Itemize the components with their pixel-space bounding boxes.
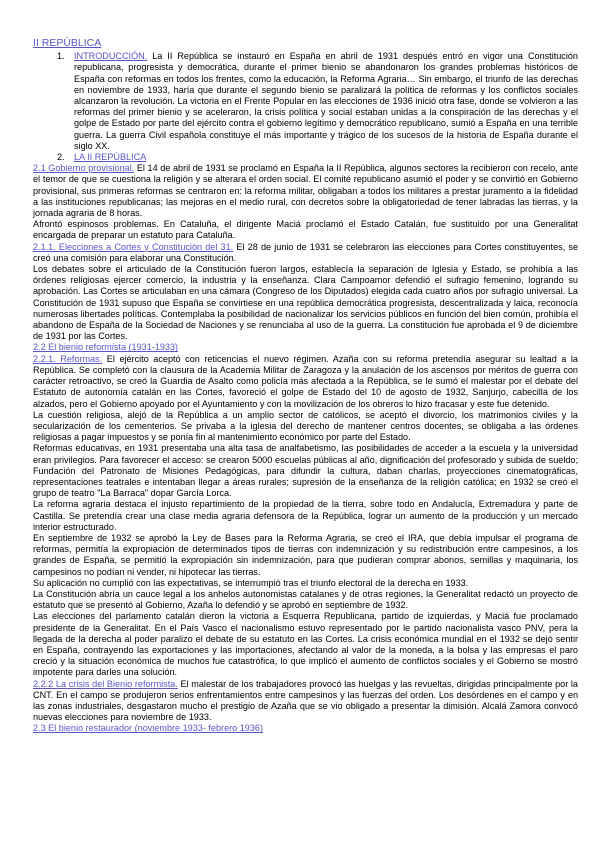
section-link-bienio-reformista[interactable]: 2.2 El bienio reformista (1931-1933) — [33, 342, 179, 353]
paragraph: La Constitución abría un cauce legal a los anhelos autonomistas catalanes y de otras regiones, la Generalitat redactó un proyecto de estatuto que se presentó al Gobierno, Azaña lo defendió y se aprobó en septiembre de 1932. — [33, 588, 578, 611]
section-link-reformas[interactable]: 2.2.1. Reformas. — [33, 353, 103, 364]
section-link-bienio-restaurador[interactable]: 2.3 El bienio restaurador (noviembre 1933- febrero 1936) — [33, 723, 264, 734]
paragraph: Afrontó espinosos problemas. En Cataluña, el dirigente Maciá proclamó el Estado Catalán, fue sustituido por una Generalitat encargada de preparar un estatuto para Cataluña. — [33, 219, 578, 241]
paragraph — [33, 342, 578, 353]
paragraph: 2.2.1. Reformas. El ejército aceptó con reticencias el nuevo régimen. Azaña con su reforma pretendía asegurar su lealtad a la República. Se completó con la clausura de la Academia Militar de Zaragoza y la anulación de los ascensos por méritos de guerra con carácter retroactivo, se creó la Guardia de Asalto como policía más afectada a la República, se le sumó el malestar por el debate del Estatuto de autonomía catalán en las Cortes, favoreció el golpe de Estado del 10 de agosto de 1932, Sanjurjo, cabecilla de los alzados, pero el Gobierno apoyado por el Ayuntamiento y con la movilización de los obreros lo hizo fracasar y este fue detenido. — [33, 353, 578, 409]
paragraph: 2.2.2 La crisis del Bienio reformista. El malestar de los trabajadores provocó las huelgas y las revueltas, dirigidas principalmente por la CNT. En el campo se produjeron serios enfrentamientos entre campesinos y las fuerzas del orden. Los desórdenes en el campo y en las zonas industriales, desgastaron mucho el prestigio de Azaña que se vio obligado a presentar la dimisión. Alcalá Zamora convocó nuevas elecciones para noviembre de 1933. — [33, 678, 578, 723]
paragraph: 2.1 Gobierno provisional. El 14 de abril de 1931 se proclamó en España la II República, algunos sectores la recibieron con recelo, ante el temor de que se cuestiona la religión y se alterara el orden social. El comité republicano asumió el poder y se convirtió en Gobierno provisional, sus primeras reformas se centraron en: la reforma militar, obligaban a todos los militares a prestar juramento a la fidelidad a las instituciones republicanas; las mejoras en el medio rural, con decretos sobre la obligatoriedad de tener labradas las tierras, y la jornada agraria de 8 horas. — [33, 163, 578, 219]
paragraph: Su aplicación no cumplió con las expectativas, se interrumpió tras el triunfo electoral de la derecha en 1933. — [33, 577, 469, 588]
body-text — [33, 163, 578, 734]
list-item-text: La II República se instauró en España en abril de 1931 después entró en vigor una Constitución republicana, progresista y democrática, durante el primer bienio se abandonaron los grandes problemas históricos de España con reformas en todos los frentes, como la educación, la Reforma Agraria… Sin embargo, el triunfo de las derechas en noviembre de 1933, haría que durante el segundo bienio se paralizará la política de reformas y los conflictos sociales alcanzaron la revolución. La victoria en el Frente Popular en las elecciones de 1936 inició otra fase, donde se volvieron a las reformas del primer bienio y se aceleraron, la crisis política y social estaban unidas a la conspiración de las derechas y el golpe de Estado por parte del ejército contra el gobierno legítimo y democrático republicano, sumió a España en una terrible guerra. La guerra Civil española constituye el más importante y trágico de los sucesos de la historia de España durante el siglo XX. — [74, 51, 578, 151]
paragraph: Reformas educativas, en 1931 presentaba una alta tasa de analfabetismo, las posibilidades de acceder a la escuela y la universidad eran privilegios. Para favorecer el acceso: se crearon 5000 escuelas públicas al año, dignificación del profesorado y subida de sueldo; Fundación del Patronato de Misiones Pedagógicas, para difundir la cultura, daban charlas, proyecciones cinematográficas, representaciones teatrales e intentaban llegar a áreas rurales; supresión de la enseñanza de la religión católica; en 1932 se creó el grupo de teatro "La Barraca" dopar García Lorca. — [33, 443, 578, 499]
list-item-introduccion — [33, 51, 578, 152]
segunda-republica-link[interactable]: LA II REPÚBLICA — [74, 152, 147, 163]
introduccion-link[interactable]: INTRODUCCIÓN. — [74, 51, 148, 62]
list-number: 2. — [57, 152, 65, 163]
list-number: 1. — [57, 51, 65, 62]
paragraph: 2.1.1. Elecciones a Cortes y Constitución del 31. El 28 de junio de 1931 se celebraron las elecciones para Cortes constituyentes, se creó una comisión para elaborar una Constitución. — [33, 241, 578, 263]
section-link-elecciones-cortes[interactable]: 2.1.1. Elecciones a Cortes y Constitución del 31. — [33, 241, 234, 252]
paragraph: La cuestión religiosa, alejó de la República a un amplio sector de católicos, se aceptó el divorcio, los matrimonios civiles y la secularización de los cementerios. Se privaba a la iglesia del derecho de mantener centros docentes, se obligaba a las órdenes religiosas a pagar impuestos y se ponía fin al mantenimiento económico por parte del Estado. — [33, 409, 578, 443]
paragraph — [33, 723, 578, 734]
document-title — [33, 38, 578, 49]
title-link[interactable]: II REPÚBLICA — [33, 37, 102, 49]
section-link-crisis-bienio[interactable]: 2.2.2 La crisis del Bienio reformista. — [33, 678, 178, 689]
paragraph: En septiembre de 1932 se aprobó la Ley de Bases para la Reforma Agraria, se creó el IRA, que debía impulsar el programa de reformas, permitía la expropiación de determinados tipos de tierras con indemnización y su redistribución entre campesinos, a los grandes de España, se permitió la expropiación sin indemnización, para que pudieran comprar abonos, semillas y maquinaria, los campesinos no podían ni vender, ni hipotecar las tierras. — [33, 532, 578, 577]
section-list — [33, 51, 578, 163]
section-link-gobierno-provisional[interactable]: 2.1 Gobierno provisional. — [33, 163, 135, 174]
paragraph: Las elecciones del parlamento catalán dieron la victoria a Esquerra Republicana, partido de izquierdas, y Maciá fue proclamado presidente de la Generalitat. En el País Vasco el nacionalismo estuvo representado por le partido nacionalista vasco PNV, pera la llegada de la derecha al poder paralizo el debate de su estatuto en las Cortes. La crisis económica mundial en el 1932 se dejó sentir en España, contrayendo las exportaciones y las importaciones, afectando al valor de la moneda, a la bolsa y las empresas el paro creció y la situación económica de muchos fue catastrófica, lo que implicó el aumento de conflictos sociales y el Gobierno se mostró impotente para darles una solución. — [33, 611, 578, 678]
document-page — [33, 38, 578, 735]
paragraph: La reforma agraria destaca el injusto repartimiento de la propiedad de la tierra, sobre todo en Andalucía, Extremadura y parte de Castilla. Se pretendía crear una clase media agraria defensora de la República, lograr un aumento de la producción y un mercado interior estructurado. — [33, 499, 578, 532]
list-item-segunda-republica — [33, 152, 578, 163]
paragraph: Los debates sobre el articulado de la Constitución fueron largos, establecía la separación de Iglesia y Estado, se prohibía a las órdenes religiosas ejercer comercio, la industria y la enseñanza. Clara Campoamor defendió el sufragio femenino, logrando su aprobación. Las Cortes se articulaban en una cámara (Congreso de los Diputados) elegida cada cuatro años por sufragio universal. La Constitución de 1931 supuso que España se convirtiese en una república democrática progresista, descentralizada y laica, reconocía numerosas libertades políticas. Contemplaba la posibilidad de nacionalizar los servicios públicos en función del bien común, prohibía el abandono de España de la Sociedad de Naciones y se renunciaba al uso de la guerra. La constitución fue aprobada el 9 de diciembre de 1931 por las Cortes. — [33, 264, 578, 342]
